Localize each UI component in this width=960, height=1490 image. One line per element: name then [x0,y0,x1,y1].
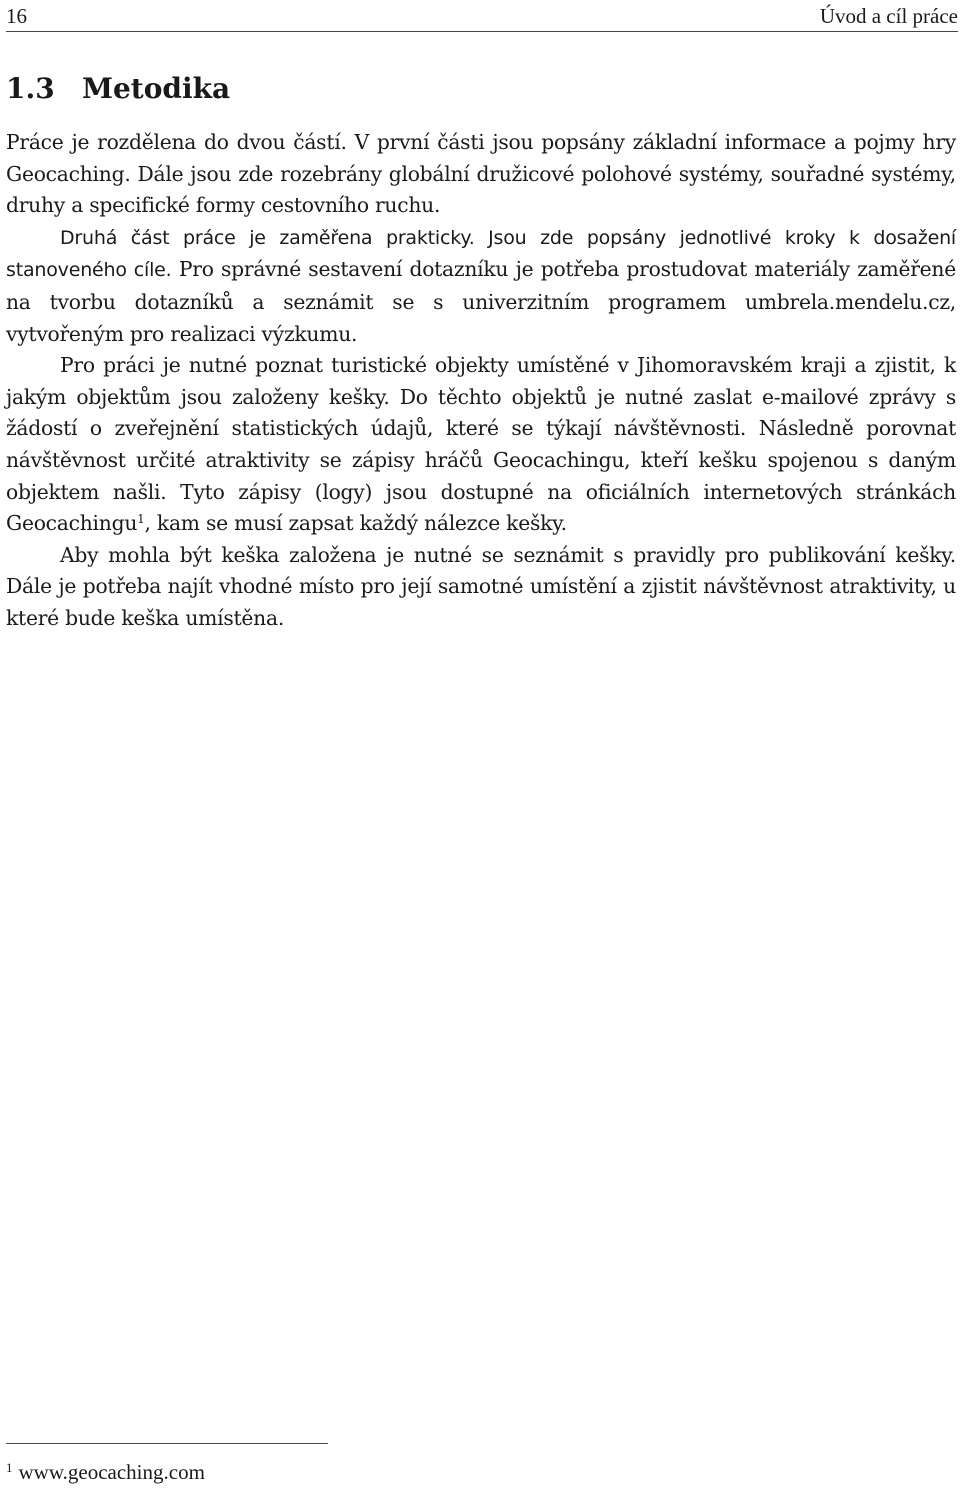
paragraph-1: Práce je rozdělena do dvou částí. V první části jsou popsány základní informace a pojmy hry Geocaching. Dále jsou zde rozebrány globální družicové polohové systémy, souřadné systémy, druhy a specifické formy cestovního ruchu. [6,130,956,218]
section-heading [6,70,230,108]
body-text [6,127,956,635]
page-number: 16 [6,4,27,28]
footnote-reference[interactable]: 1 [137,512,145,527]
footnote-mark: 1 [6,1460,13,1475]
paragraph-2 [6,222,956,350]
paragraph-3 [6,350,956,540]
running-header [6,4,958,32]
section-number: 1.3 [6,72,55,105]
paragraph-2-rest: Pro správné sestavení dotazníku je potřeba prostudovat materiály zaměřené na tvorbu dotazníků a seznámit se s univerzitním programem umbrela.mendelu.cz, vytvořeným pro realizaci výzkumu. [6,257,956,346]
paragraph-3-tail: , kam se musí zapsat každý nálezce kešky. [144,511,567,536]
footnote [6,1460,205,1484]
footnote-text: www.geocaching.com [18,1460,205,1484]
paragraph-3-text: Pro práci je nutné poznat turistické objekty umístěné v Jihomoravském kraji a zjistit, k jakým objektům jsou založeny kešky. Do těchto objektů je nutné zaslat e-mailové zprávy s žádostí o zveřejnění statistických údajů, které se týkají návštěvnosti. Následně porovnat návštěvnost určité atraktivity se zápisy hráčů Geocachingu, kteří kešku spojenou s daným objektem našli. Tyto zápisy (logy) jsou dostupné na oficiálních internetových stránkách Geocachingu [6,353,956,536]
section-title: Metodika [82,72,231,105]
chapter-title: Úvod a cíl práce [819,4,958,28]
paragraph-4: Aby mohla být keška založena je nutné se seznámit s pravidly pro publikování kešky. Dále je potřeba najít vhodné místo pro její samotné umístění a zjistit návštěvnost atraktivity, u které bude keška umístěna. [6,542,956,630]
paragraph-2-lead: Druhá část práce je zaměřena prakticky. Jsou zde popsány jednotlivé kroky k dosažení stanoveného cíle. [6,226,956,282]
footnote-divider [6,1443,328,1444]
